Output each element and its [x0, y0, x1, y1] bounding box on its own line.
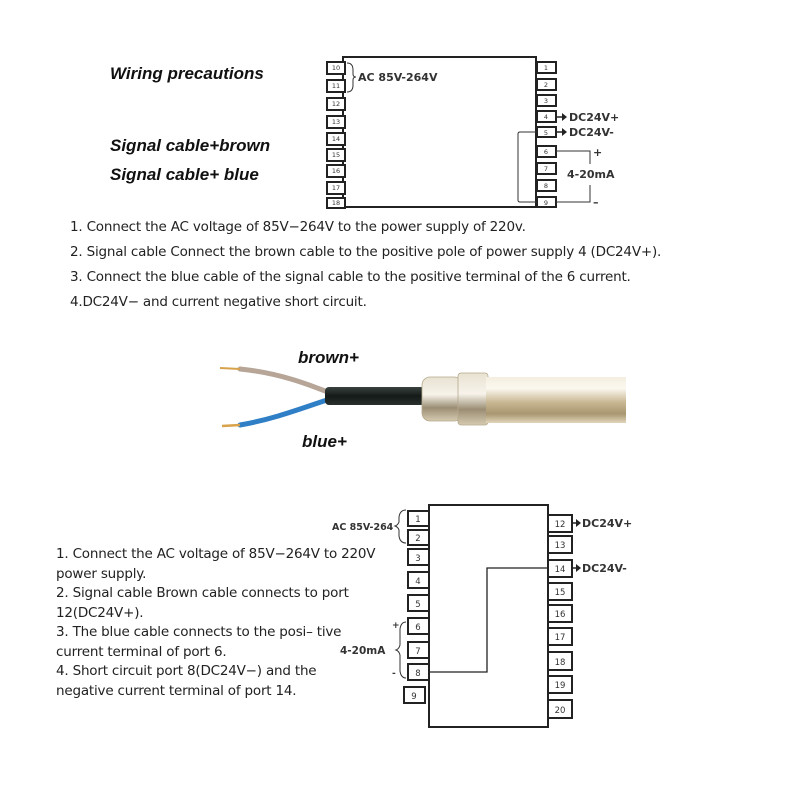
left-terminal-block [327, 62, 345, 208]
dc24v-plus-label: DC24V+ [582, 517, 633, 530]
cable-sheath [325, 387, 425, 405]
ac-voltage-label: AC 85V-264V [358, 71, 438, 84]
top-wiring-diagram [0, 0, 800, 230]
dc24v-minus-label: DC24V- [569, 126, 614, 139]
step-4: 4.DC24V− and current negative short circuit. [70, 294, 367, 310]
svg-text:5: 5 [415, 600, 421, 610]
ac-voltage-label: AC 85V-264 [332, 522, 394, 533]
svg-text:15: 15 [554, 588, 566, 598]
svg-text:9: 9 [543, 199, 549, 207]
svg-text:11: 11 [331, 82, 341, 90]
svg-text:14: 14 [554, 565, 566, 575]
step-1: 1. Connect the AC voltage of 85V−264V to the power supply of 220v. [70, 219, 526, 235]
blue-wire [240, 399, 330, 425]
note-3: 3. The blue cable connects to the posi– tive current terminal of port 6. [56, 624, 342, 660]
note-1: 1. Connect the AC voltage of 85V−264V to 220V power supply. [56, 546, 376, 582]
svg-text:8: 8 [415, 669, 421, 679]
svg-text:12: 12 [554, 520, 566, 530]
svg-text:9: 9 [411, 692, 417, 702]
svg-text:3: 3 [543, 97, 549, 105]
signal-blue-label: Signal cable+ blue [110, 165, 259, 184]
svg-text:20: 20 [554, 706, 566, 716]
right-terminal-block [548, 515, 572, 718]
svg-text:18: 18 [554, 658, 566, 668]
sensor-body [486, 377, 626, 423]
svg-text:4: 4 [543, 113, 549, 121]
svg-text:7: 7 [415, 647, 421, 657]
bottom-wiring-diagram [0, 490, 800, 740]
svg-text:4: 4 [415, 577, 421, 587]
svg-text:17: 17 [554, 633, 566, 643]
signal-brown-label: Signal cable+brown [110, 136, 271, 155]
svg-text:12: 12 [331, 100, 341, 108]
current-range-label: 4-20mA [340, 645, 386, 657]
svg-text:13: 13 [331, 118, 341, 126]
cable-gland [422, 377, 462, 421]
svg-text:2: 2 [415, 534, 421, 544]
svg-text:8: 8 [543, 182, 549, 190]
svg-text:7: 7 [543, 165, 549, 173]
svg-text:6: 6 [543, 148, 549, 156]
svg-text:3: 3 [415, 554, 421, 564]
wiring-precautions-title: Wiring precautions [110, 64, 264, 83]
svg-text:5: 5 [543, 129, 549, 137]
svg-text:14: 14 [331, 135, 341, 143]
device-body [429, 505, 548, 727]
current-minus-sign: – [593, 196, 599, 209]
current-range-label: 4-20mA [567, 168, 615, 181]
note-4: 4. Short circuit port 8(DC24V−) and the negative current terminal of port 14. [56, 663, 317, 699]
note-2: 2. Signal cable Brown cable connects to port 12(DC24V+). [56, 585, 349, 621]
svg-text:18: 18 [331, 199, 341, 207]
brown-wire-label: brown+ [298, 348, 359, 367]
svg-text:17: 17 [331, 184, 341, 192]
current-plus-sign: + [593, 146, 603, 159]
step-3: 3. Connect the blue cable of the signal cable to the positive terminal of the 6 current. [70, 269, 631, 285]
svg-text:6: 6 [415, 623, 421, 633]
sensor-cable-illustration [200, 355, 640, 445]
brown-wire [240, 369, 330, 393]
step-2: 2. Signal cable Connect the brown cable to the positive pole of power supply 4 (DC24V+). [70, 244, 662, 260]
svg-text:19: 19 [554, 681, 566, 691]
current-minus-sign: - [392, 669, 396, 679]
dc24v-plus-label: DC24V+ [569, 111, 620, 124]
left-terminal-block [404, 511, 429, 703]
current-plus-sign: + [392, 621, 400, 631]
svg-text:1: 1 [543, 64, 549, 72]
svg-text:2: 2 [543, 81, 549, 89]
dc24v-minus-label: DC24V- [582, 562, 627, 575]
blue-wire-label: blue+ [302, 432, 347, 451]
svg-text:15: 15 [331, 151, 341, 159]
svg-text:10: 10 [331, 64, 341, 72]
svg-text:1: 1 [415, 515, 421, 525]
svg-text:16: 16 [331, 167, 341, 175]
svg-text:16: 16 [554, 610, 566, 620]
right-terminal-block [537, 62, 556, 207]
svg-text:13: 13 [554, 541, 566, 551]
